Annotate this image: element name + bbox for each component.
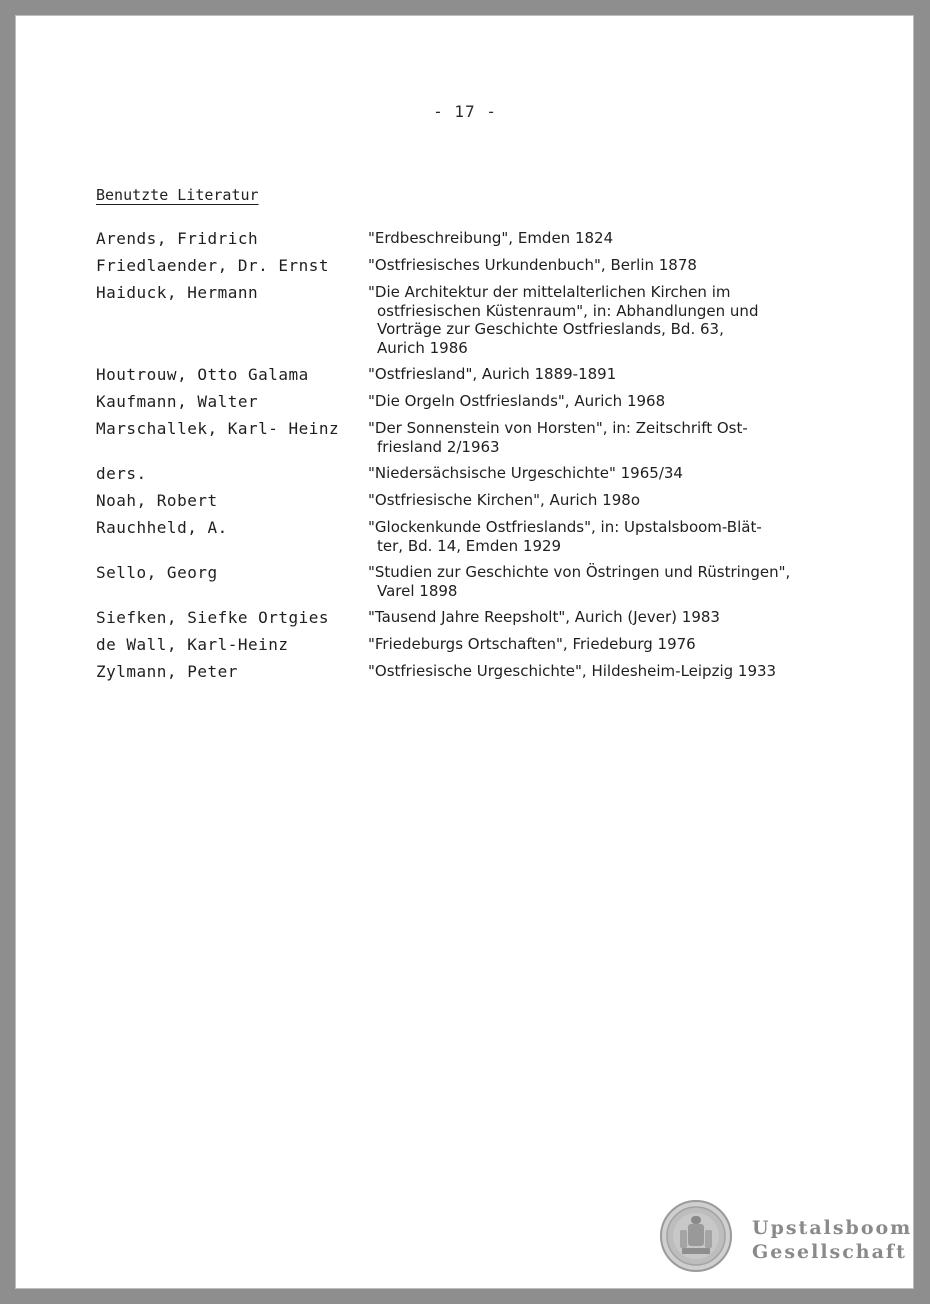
entry-work	[368, 662, 876, 681]
entry-work-line: "Der Sonnenstein von Horsten", in: Zeitschrift Ost-	[368, 419, 748, 437]
entry-work-line: Aurich 1986	[377, 338, 468, 357]
entry-author: ders.	[96, 464, 147, 483]
entry-author: de Wall, Karl-Heinz	[96, 635, 289, 654]
entry-work-line: "Ostfriesische Kirchen", Aurich 198o	[368, 491, 640, 509]
bibliography-entry	[96, 229, 876, 248]
entry-author: Kaufmann, Walter	[96, 392, 259, 411]
section-heading: Benutzte Literatur	[96, 186, 259, 204]
bibliography-entry	[96, 635, 876, 654]
entry-work-line: "Glockenkunde Ostfrieslands", in: Upstalsboom-Blät-	[368, 518, 762, 536]
entry-work	[368, 491, 876, 510]
entry-author: Zylmann, Peter	[96, 662, 238, 681]
entry-work	[368, 283, 876, 357]
bibliography-entry	[96, 608, 876, 627]
bibliography-entry	[96, 419, 876, 456]
entry-author: Sello, Georg	[96, 563, 218, 582]
entry-work	[368, 563, 876, 600]
entry-author: Arends, Fridrich	[96, 229, 259, 248]
bibliography-entry	[96, 256, 876, 275]
entry-work-line: ter, Bd. 14, Emden 1929	[377, 536, 562, 555]
entry-work-line: ostfriesischen Küstenraum", in: Abhandlungen und	[377, 301, 759, 320]
entry-work	[368, 464, 876, 483]
entry-work	[368, 229, 876, 248]
entry-work-line: "Die Orgeln Ostfrieslands", Aurich 1968	[368, 392, 666, 410]
entry-work-line: Varel 1898	[377, 581, 458, 600]
entry-work-line: Vorträge zur Geschichte Ostfrieslands, Bd. 63,	[377, 320, 724, 338]
society-logo	[660, 1200, 913, 1280]
entry-work-line: "Ostfriesland", Aurich 1889-1891	[368, 365, 617, 383]
entry-work	[368, 518, 876, 555]
bibliography-entry	[96, 518, 876, 555]
society-name-line-1: Upstalsboom	[752, 1217, 913, 1239]
society-name	[752, 1216, 912, 1264]
entry-author: Siefken, Siefke Ortgies	[96, 608, 330, 627]
entry-work	[368, 256, 876, 275]
entry-author: Houtrouw, Otto Galama	[96, 365, 309, 384]
entry-work	[368, 392, 876, 411]
bibliography-entry	[96, 662, 876, 681]
society-name-line-2: Gesellschaft	[752, 1241, 907, 1263]
entry-work	[368, 608, 876, 627]
entry-author: Noah, Robert	[96, 491, 218, 510]
entry-work	[368, 419, 876, 456]
entry-work-line: "Erdbeschreibung", Emden 1824	[368, 229, 614, 247]
entry-author: Rauchheld, A.	[96, 518, 228, 537]
bibliography-entry	[96, 464, 876, 483]
entry-author: Marschallek, Karl- Heinz	[96, 419, 340, 438]
bibliography-entry	[96, 392, 876, 411]
bibliography-entry	[96, 283, 876, 357]
seal-icon	[660, 1200, 732, 1272]
entry-work-line: "Friedeburgs Ortschaften", Friedeburg 1976	[368, 635, 696, 653]
entry-work-line: "Tausend Jahre Reepsholt", Aurich (Jever) 1983	[368, 608, 720, 626]
bibliography-entry	[96, 563, 876, 600]
entry-work-line: "Die Architektur der mittelalterlichen Kirchen im	[368, 283, 731, 301]
bibliography-entry	[96, 491, 876, 510]
entry-work-line: "Ostfriesische Urgeschichte", Hildesheim-Leipzig 1933	[368, 662, 777, 680]
entry-work-line: friesland 2/1963	[377, 437, 500, 456]
bibliography-list	[96, 229, 876, 689]
page-number: - 17 -	[433, 102, 497, 121]
entry-work-line: "Niedersächsische Urgeschichte" 1965/34	[368, 464, 683, 482]
entry-author: Haiduck, Hermann	[96, 283, 259, 302]
entry-work-line: "Studien zur Geschichte von Östringen und Rüstringen",	[368, 563, 791, 581]
bibliography-entry	[96, 365, 876, 384]
entry-author: Friedlaender, Dr. Ernst	[96, 256, 330, 275]
entry-work	[368, 365, 876, 384]
entry-work	[368, 635, 876, 654]
entry-work-line: "Ostfriesisches Urkundenbuch", Berlin 1878	[368, 256, 697, 274]
